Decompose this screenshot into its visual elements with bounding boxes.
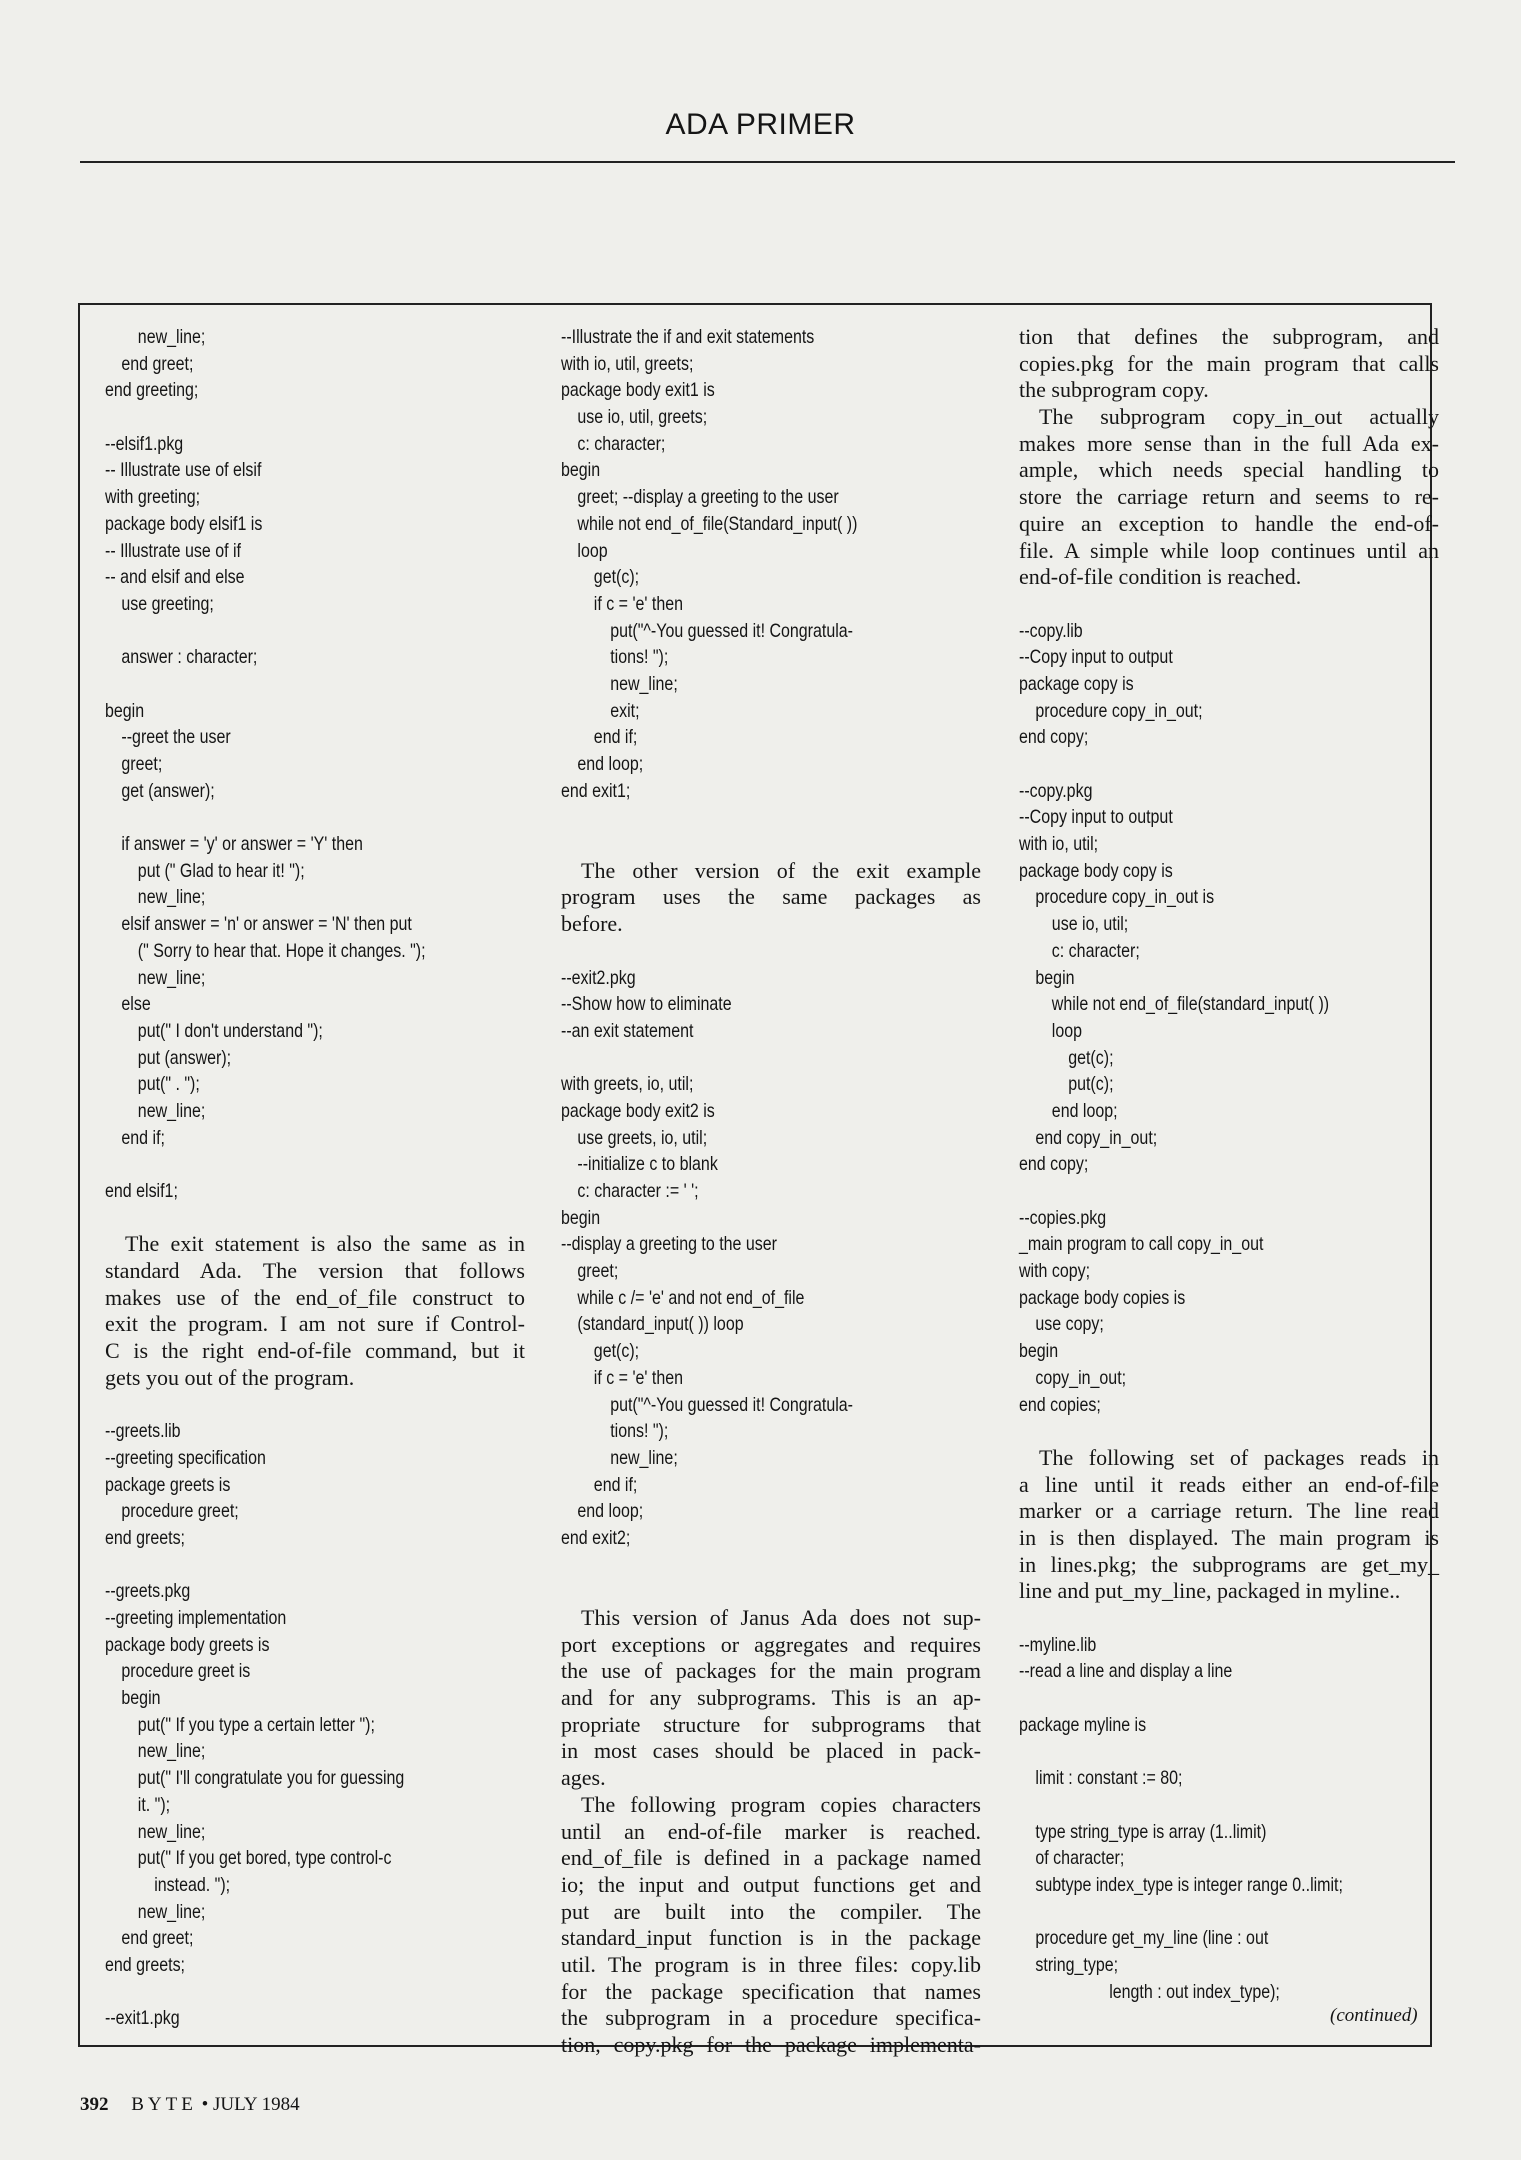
code-line: tions! "); <box>610 646 669 669</box>
code-line: package copy is <box>1019 672 1134 695</box>
code-line: c: character; <box>577 432 666 455</box>
text-line: marker or a carriage return. The line read <box>1019 1498 1439 1524</box>
code-line: _main program to call copy_in_out <box>1019 1233 1264 1256</box>
code-line: exit; <box>610 699 640 722</box>
code-line: --Show how to eliminate <box>561 993 732 1016</box>
code-line: procedure copy_in_out; <box>1035 699 1203 722</box>
code-line: --greets.pkg <box>105 1580 191 1603</box>
code-line: end copy_in_out; <box>1035 1126 1158 1149</box>
code-line: with io, util; <box>1019 833 1099 856</box>
text-line: gets you out of the program. <box>105 1364 355 1390</box>
code-line: end exit2; <box>561 1526 631 1549</box>
page-number: 392 <box>80 2094 109 2115</box>
code-line: --copies.pkg <box>1019 1206 1107 1229</box>
code-line: --an exit statement <box>561 1019 694 1042</box>
code-line: --myline.lib <box>1019 1633 1097 1656</box>
blank-line <box>1019 1792 1363 1819</box>
code-line: put (" Glad to hear it! "); <box>137 859 305 882</box>
code-line: if c = 'e' then <box>593 592 684 615</box>
blank-line <box>1019 1418 1363 1445</box>
code-line: procedure get_my_line (line : out <box>1035 1927 1269 1950</box>
text-line: put are built into the compiler. The <box>561 1898 981 1924</box>
code-line: put(" . "); <box>137 1073 200 1096</box>
text-line: io; the input and output functions get and <box>561 1871 981 1897</box>
code-line: with copy; <box>1019 1260 1091 1283</box>
text-line: quire an exception to handle the end-of- <box>1019 510 1439 536</box>
code-line: put (answer); <box>137 1046 232 1069</box>
blank-line <box>1019 1178 1363 1205</box>
code-line: greet; <box>577 1260 619 1283</box>
text-line: for the package specification that names <box>561 1978 981 2004</box>
code-line: it. "); <box>137 1793 171 1816</box>
code-line: --greets.lib <box>105 1420 181 1443</box>
code-line: instead. "); <box>154 1873 231 1896</box>
code-line: end greet; <box>121 1927 194 1950</box>
code-line: new_line; <box>137 1820 206 1843</box>
issue-date: JULY 1984 <box>213 2094 300 2115</box>
code-line: use greets, io, util; <box>577 1126 708 1149</box>
code-line: begin <box>561 1206 601 1229</box>
code-line: get (answer); <box>121 779 215 802</box>
text-line: until an end-of-file marker is reached. <box>561 1818 981 1844</box>
magazine-name: BYTE <box>131 2094 197 2115</box>
code-line: procedure greet is <box>121 1660 251 1683</box>
code-line: package body elsif1 is <box>105 512 263 535</box>
code-line: put(" I'll congratulate you for guessing <box>137 1767 405 1790</box>
code-line: subtype index_type is integer range 0..limit; <box>1035 1873 1343 1896</box>
blank-line <box>105 618 449 645</box>
code-line: with greeting; <box>105 486 201 509</box>
blank-line <box>1019 591 1363 618</box>
code-line: new_line; <box>137 1099 206 1122</box>
code-line: --exit2.pkg <box>561 966 636 989</box>
code-line: of character; <box>1035 1847 1125 1870</box>
text-line: This version of Janus Ada does not sup- <box>581 1605 981 1630</box>
code-line: put(" If you get bored, type control-c <box>137 1847 392 1870</box>
blank-line <box>561 831 905 858</box>
code-line: put("^-You guessed it! Congratula- <box>610 1393 854 1416</box>
code-line: --copy.lib <box>1019 619 1083 642</box>
blank-line <box>561 938 905 965</box>
code-line: --greet the user <box>121 726 231 749</box>
column-1 <box>105 324 525 2032</box>
code-line: use copy; <box>1035 1313 1104 1336</box>
blank-line <box>1019 1899 1363 1926</box>
column-2 <box>561 324 981 2059</box>
code-line: loop <box>577 539 608 562</box>
code-line: if answer = 'y' or answer = 'Y' then <box>121 833 363 856</box>
text-line: util. The program is in three files: copy.lib <box>561 1951 981 1977</box>
code-line: get(c); <box>593 1340 640 1363</box>
code-line: put(" I don't understand "); <box>137 1019 323 1042</box>
code-line: new_line; <box>137 1740 206 1763</box>
code-line: c: character; <box>1051 939 1140 962</box>
code-line: -- Illustrate use of if <box>105 539 241 562</box>
text-line: ample, which needs special handling to <box>1019 457 1439 483</box>
code-line: package body greets is <box>105 1633 270 1656</box>
code-line: procedure copy_in_out is <box>1035 886 1215 909</box>
text-line: the subprogram in a procedure specifica- <box>561 2005 981 2031</box>
code-line: use io, util, greets; <box>577 406 708 429</box>
code-line: (standard_input( )) loop <box>577 1313 744 1336</box>
text-line: the use of packages for the main program <box>561 1658 981 1684</box>
code-line: put("^-You guessed it! Congratula- <box>610 619 854 642</box>
code-line: type string_type is array (1..limit) <box>1035 1820 1267 1843</box>
code-line: --exit1.pkg <box>105 2007 180 2030</box>
code-line: use io, util; <box>1051 913 1129 936</box>
text-line: The following program copies characters <box>581 1791 981 1817</box>
code-line: end loop; <box>1051 1099 1118 1122</box>
code-line: greet; <box>121 753 163 775</box>
code-line: --Copy input to output <box>1019 806 1173 829</box>
code-line: elsif answer = 'n' or answer = 'N' then put <box>121 913 412 936</box>
code-line: new_line; <box>610 672 678 695</box>
code-line: --greeting specification <box>105 1446 266 1469</box>
code-line: end greet; <box>121 352 194 375</box>
code-line: end elsif1; <box>105 1180 178 1202</box>
code-line: greet; --display a greeting to the user <box>577 486 839 509</box>
text-line: ages. <box>561 1765 606 1791</box>
code-line: tions! "); <box>610 1420 669 1443</box>
text-line: tion, copy.pkg for the package implementa- <box>561 2032 981 2057</box>
text-line: store the carriage return and seems to re- <box>1019 484 1439 510</box>
blank-line <box>105 1392 449 1419</box>
blank-line <box>1019 1605 1363 1632</box>
page-footer <box>80 2094 300 2116</box>
code-line: copy_in_out; <box>1035 1366 1127 1389</box>
code-line: while not end_of_file(Standard_input( )) <box>577 512 858 535</box>
text-line: end-of-file condition is reached. <box>1019 564 1302 590</box>
code-line: limit : constant := 80; <box>1035 1767 1183 1790</box>
continued-label: (continued) <box>1330 2005 1418 2026</box>
code-line: with io, util, greets; <box>561 352 694 375</box>
blank-line <box>561 1045 905 1072</box>
code-line: package body copy is <box>1019 859 1173 882</box>
code-line: (" Sorry to hear that. Hope it changes. "); <box>137 939 426 962</box>
code-line: --initialize c to blank <box>577 1153 718 1176</box>
text-line: in lines.pkg; the subprograms are get_my_ <box>1019 1551 1439 1577</box>
text-line: The exit statement is also the same as in <box>125 1231 525 1257</box>
code-line: --Illustrate the if and exit statements <box>561 326 815 348</box>
text-line: C is the right end-of-file command, but it <box>105 1338 525 1364</box>
code-line: while not end_of_file(standard_input( )) <box>1051 993 1330 1016</box>
text-line: makes use of the end_of_file construct to <box>105 1284 525 1310</box>
code-line: new_line; <box>137 326 206 348</box>
code-line: if c = 'e' then <box>593 1366 684 1389</box>
text-line: makes more sense than in the full Ada ex- <box>1019 430 1439 456</box>
text-line: program uses the same packages as <box>561 884 981 910</box>
blank-line <box>1019 751 1363 778</box>
blank-line <box>105 1552 449 1579</box>
code-line: answer : character; <box>121 646 258 669</box>
code-line: c: character := ' '; <box>577 1180 699 1202</box>
code-line: end if; <box>121 1126 165 1149</box>
code-line: end greeting; <box>105 379 199 402</box>
code-line: end loop; <box>577 1500 644 1523</box>
code-line: --read a line and display a line <box>1019 1660 1233 1683</box>
blank-line <box>1019 1685 1363 1712</box>
text-line: copies.pkg for the main program that calls <box>1019 350 1439 376</box>
code-line: begin <box>1035 966 1075 989</box>
code-line: get(c); <box>1068 1046 1114 1069</box>
code-line: package body exit1 is <box>561 379 715 402</box>
text-line: exit the program. I am not sure if Control- <box>105 1311 525 1337</box>
code-line: package body copies is <box>1019 1286 1186 1309</box>
blank-line <box>105 1205 449 1232</box>
blank-line <box>105 404 449 431</box>
code-line: end greets; <box>105 1526 186 1549</box>
text-line: and for any subprograms. This is an ap- <box>561 1685 981 1711</box>
footer-separator: • <box>201 2094 209 2115</box>
code-line: with greets, io, util; <box>561 1073 694 1096</box>
code-line: new_line; <box>610 1446 678 1469</box>
text-line: The following set of packages reads in <box>1039 1444 1439 1470</box>
code-line: end loop; <box>577 753 644 775</box>
code-line: else <box>121 993 151 1016</box>
text-line: the subprogram copy. <box>1019 377 1209 403</box>
code-line: end if; <box>593 726 638 749</box>
code-line: --Copy input to output <box>1019 646 1173 669</box>
text-line: tion that defines the subprogram, and <box>1019 324 1439 349</box>
code-line: package greets is <box>105 1473 231 1496</box>
text-line: in is then displayed. The main program is <box>1019 1524 1439 1550</box>
code-line: end greets; <box>105 1953 186 1976</box>
code-line: begin <box>105 699 145 722</box>
code-line: loop <box>1051 1019 1083 1042</box>
text-line: The other version of the exit example <box>581 857 981 883</box>
code-line: begin <box>561 459 601 482</box>
code-line: --greeting implementation <box>105 1607 287 1629</box>
code-line: begin <box>1019 1340 1059 1363</box>
code-line: put(c); <box>1068 1073 1114 1096</box>
code-line: new_line; <box>137 886 206 909</box>
header-rule <box>80 161 1455 163</box>
code-line: new_line; <box>137 1900 206 1923</box>
text-line: line and put_my_line, packaged in myline.. <box>1019 1578 1401 1604</box>
code-line: length : out index_type); <box>1109 1980 1280 2003</box>
text-line: The subprogram copy_in_out actually <box>1039 404 1439 430</box>
code-line: string_type; <box>1035 1953 1119 1976</box>
text-line: end_of_file is defined in a package named <box>561 1845 981 1871</box>
code-line: end if; <box>593 1473 638 1496</box>
blank-line <box>105 1151 449 1178</box>
code-line: --display a greeting to the user <box>561 1233 777 1256</box>
blank-line <box>105 804 449 831</box>
code-line: package myline is <box>1019 1713 1147 1736</box>
code-line: package body exit2 is <box>561 1099 715 1122</box>
code-line: -- and elsif and else <box>105 566 245 589</box>
text-line: port exceptions or aggregates and requires <box>561 1631 981 1657</box>
text-line: standard Ada. The version that follows <box>105 1258 525 1284</box>
text-line: in most cases should be placed in pack- <box>561 1738 981 1764</box>
blank-line <box>561 1552 905 1579</box>
blank-line <box>105 1979 449 2006</box>
code-line: end copies; <box>1019 1393 1101 1416</box>
code-line: use greeting; <box>121 592 214 615</box>
code-line: new_line; <box>137 966 206 989</box>
code-line: --elsif1.pkg <box>105 432 184 455</box>
code-line: end copy; <box>1019 1153 1089 1176</box>
code-line: --copy.pkg <box>1019 779 1093 802</box>
blank-line <box>561 804 905 831</box>
code-line: put(" If you type a certain letter "); <box>137 1713 375 1736</box>
code-line: while c /= 'e' and not end_of_file <box>577 1286 805 1309</box>
text-line: before. <box>561 911 623 937</box>
column-3 <box>1019 324 1439 2005</box>
blank-line <box>105 671 449 698</box>
blank-line <box>561 1578 905 1605</box>
blank-line <box>1019 1738 1363 1765</box>
text-line: propriate structure for subprograms that <box>561 1711 981 1737</box>
code-line: end copy; <box>1019 726 1089 749</box>
code-line: procedure greet; <box>121 1500 239 1523</box>
text-line: file. A simple while loop continues until an <box>1019 537 1439 563</box>
code-line: begin <box>121 1687 161 1710</box>
text-line: standard_input function is in the package <box>561 1925 981 1951</box>
code-line: -- Illustrate use of elsif <box>105 459 262 482</box>
text-line: a line until it reads either an end-of-file <box>1019 1471 1439 1497</box>
code-line: get(c); <box>593 566 640 589</box>
code-line: end exit1; <box>561 779 631 802</box>
page-header-title: ADA PRIMER <box>665 108 856 141</box>
